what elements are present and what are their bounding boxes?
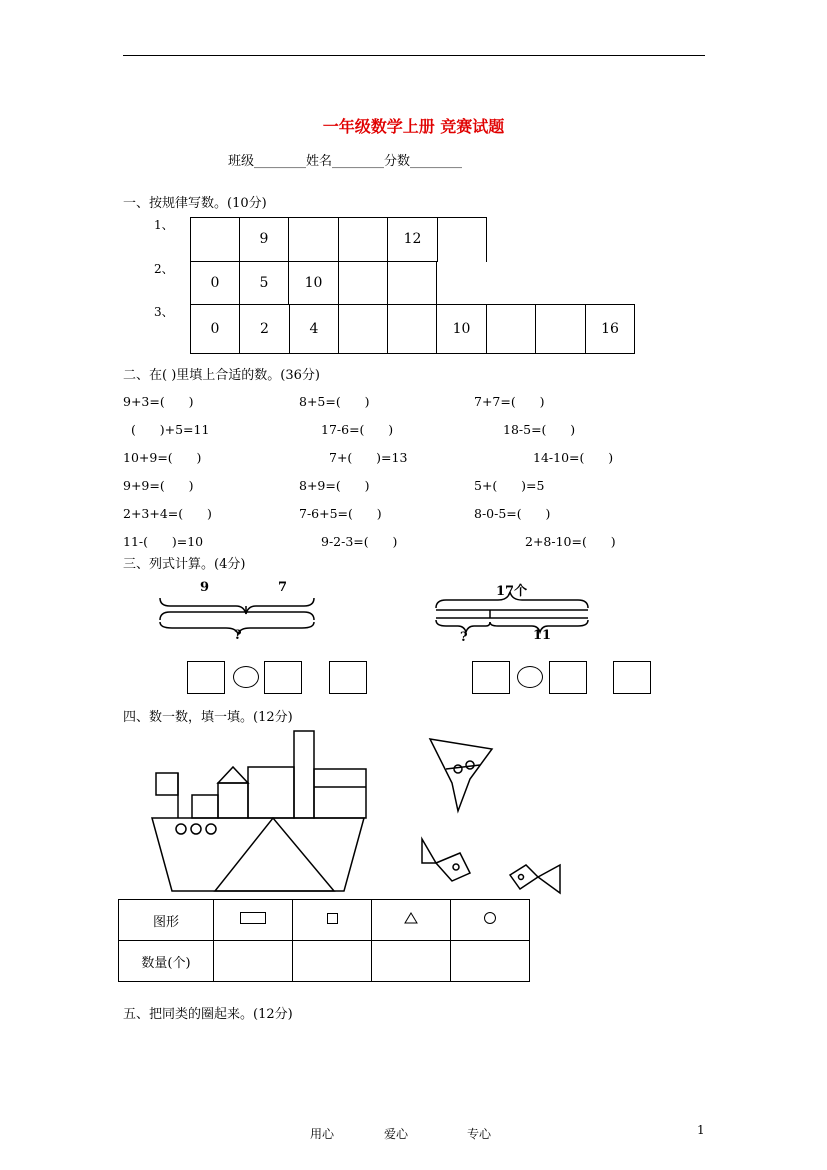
answer-box[interactable] <box>187 661 225 694</box>
answer-box[interactable] <box>549 661 587 694</box>
arithmetic-question[interactable]: 18-5=( ) <box>503 422 576 437</box>
number-cell: 2 <box>239 304 290 354</box>
arithmetic-question[interactable]: 8+9=( ) <box>299 478 370 493</box>
right-bottom-right-label: 11 <box>533 628 552 643</box>
blank-cell[interactable] <box>486 304 536 354</box>
section3-heading: 三、列式计算。(4分) <box>123 557 246 572</box>
arithmetic-question[interactable]: 8+5=( ) <box>299 394 370 409</box>
count-cell-circle[interactable] <box>451 941 530 982</box>
section2-heading: 二、在( )里填上合适的数。(36分) <box>123 368 320 383</box>
arithmetic-question[interactable]: 8-0-5=( ) <box>474 506 551 521</box>
page-title: 一年级数学上册 竞赛试题 <box>322 117 505 136</box>
student-info-line: 班级________姓名________分数________ <box>228 154 463 169</box>
number-cell: 0 <box>190 261 240 305</box>
number-cell: 4 <box>289 304 339 354</box>
section4-heading: 四、数一数，填一填。(12分) <box>123 710 293 725</box>
number-cell: 9 <box>239 217 289 262</box>
arithmetic-question[interactable]: 5+( )=5 <box>474 478 545 493</box>
arithmetic-question[interactable]: 14-10=( ) <box>533 450 614 465</box>
answer-box[interactable] <box>329 661 367 694</box>
count-cell-triangle[interactable] <box>372 941 451 982</box>
arithmetic-question[interactable]: 2+3+4=( ) <box>123 506 212 521</box>
number-cell: 10 <box>288 261 339 305</box>
square-icon <box>293 900 372 941</box>
blank-cell[interactable] <box>338 304 388 354</box>
number-cell: 16 <box>585 304 635 354</box>
header-rule <box>123 55 705 56</box>
number-cell: 0 <box>190 304 240 354</box>
arithmetic-question[interactable]: 2+8-10=( ) <box>525 534 616 549</box>
arithmetic-question[interactable]: 9+9=( ) <box>123 478 194 493</box>
number-cell: 5 <box>239 261 289 305</box>
blank-cell[interactable] <box>338 217 388 262</box>
circle-icon <box>451 900 530 941</box>
right-top-label: 17个 <box>496 584 528 599</box>
footer-item: 爱心 <box>384 1127 409 1141</box>
blank-cell[interactable] <box>535 304 586 354</box>
arithmetic-question[interactable]: 10+9=( ) <box>123 450 202 465</box>
shape-count-table <box>118 899 530 982</box>
answer-box[interactable] <box>472 661 510 694</box>
count-cell-rectangle[interactable] <box>214 941 293 982</box>
rectangle-icon <box>214 900 293 941</box>
left-top-right-label: 7 <box>278 580 288 595</box>
answer-box[interactable] <box>264 661 302 694</box>
footer-item: 专心 <box>467 1127 492 1141</box>
blank-cell[interactable] <box>387 304 437 354</box>
right-bottom-left-label: ? <box>460 630 468 645</box>
blank-cell[interactable] <box>387 261 437 305</box>
section1-heading: 一、按规律写数。(10分) <box>123 196 267 211</box>
arithmetic-question[interactable]: 7+7=( ) <box>474 394 545 409</box>
arithmetic-question[interactable]: 17-6=( ) <box>321 422 394 437</box>
blank-cell[interactable] <box>437 217 487 262</box>
left-bottom-label: ? <box>234 628 242 643</box>
count-row-label: 数量(个) <box>119 941 214 982</box>
number-cell: 12 <box>387 217 438 262</box>
blank-cell[interactable] <box>338 261 388 305</box>
blank-cell[interactable] <box>190 217 240 262</box>
arithmetic-question[interactable]: 7+( )=13 <box>329 450 408 465</box>
shape-row-label: 图形 <box>119 900 214 941</box>
section5-heading: 五、把同类的圈起来。(12分) <box>123 1007 293 1022</box>
page-number: 1 <box>697 1123 705 1137</box>
shapes-picture <box>140 725 580 895</box>
row-label-2: 2、 <box>154 262 174 276</box>
footer-item: 用心 <box>310 1127 335 1141</box>
arithmetic-question[interactable]: 7-6+5=( ) <box>299 506 382 521</box>
arithmetic-question[interactable]: ( )+5=11 <box>131 422 210 437</box>
operator-oval[interactable] <box>517 666 543 688</box>
operator-oval[interactable] <box>233 666 259 688</box>
triangle-icon <box>372 900 451 941</box>
arithmetic-question[interactable]: 9+3=( ) <box>123 394 194 409</box>
arithmetic-question[interactable]: 9-2-3=( ) <box>321 534 398 549</box>
count-cell-square[interactable] <box>293 941 372 982</box>
blank-cell[interactable] <box>288 217 339 262</box>
row-label-1: 1、 <box>154 218 174 232</box>
arithmetic-question[interactable]: 11-( )=10 <box>123 534 204 549</box>
left-top-left-label: 9 <box>200 580 210 595</box>
answer-box[interactable] <box>613 661 651 694</box>
number-cell: 10 <box>436 304 487 354</box>
row-label-3: 3、 <box>154 305 174 319</box>
